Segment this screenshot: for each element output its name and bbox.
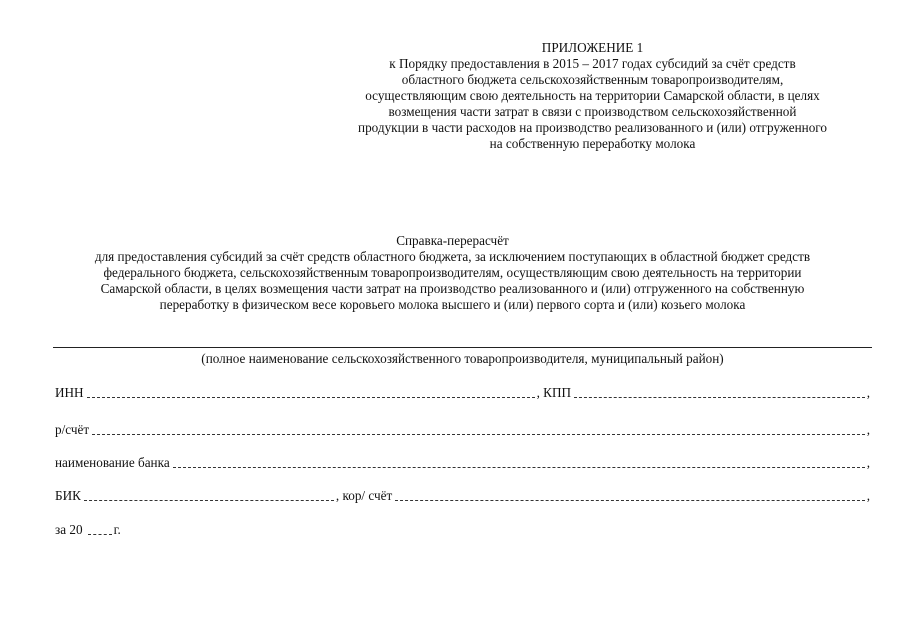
- period-suffix: г.: [113, 522, 121, 537]
- certificate-heading: [20, 233, 885, 313]
- certificate-line: Самарской области, в целях возмещения части затрат на производство реализованного и (или) отгруженного на собственную: [100, 281, 805, 296]
- account-label: р/счёт: [55, 422, 90, 437]
- certificate-line: для предоставления субсидий за счёт средств областного бюджета, за исключением поступающих в областной бюджет средств: [94, 249, 811, 264]
- bik-label: БИК: [55, 488, 81, 503]
- year-field[interactable]: [88, 534, 112, 535]
- corr-account-label: , кор/ счёт: [335, 488, 393, 503]
- period-row: [55, 520, 255, 538]
- inn-field[interactable]: [87, 397, 535, 398]
- account-row: [55, 420, 870, 438]
- certificate-line: переработку в физическом весе коровьего молока высшего и (или) первого сорта и (или) козьего молока: [159, 297, 746, 312]
- row-comma: ,: [866, 455, 870, 470]
- kpp-field[interactable]: [574, 397, 865, 398]
- certificate-line: федерального бюджета, сельскохозяйственным товаропроизводителям, осуществляющим свою деятельность на территории: [103, 265, 802, 280]
- bik-row: [55, 486, 870, 504]
- corr-account-field[interactable]: [395, 500, 864, 501]
- appendix-line: продукции в части расходов на производство реализованного и (или) отгруженного: [358, 120, 827, 135]
- appendix-line: на собственную переработку молока: [489, 136, 696, 151]
- row-comma: ,: [866, 422, 870, 437]
- appendix-line: к Порядку предоставления в 2015 – 2017 годах субсидий за счёт средств: [389, 56, 796, 71]
- bank-row: [55, 453, 870, 471]
- appendix-title: ПРИЛОЖЕНИЕ 1: [541, 40, 644, 55]
- producer-caption: (полное наименование сельскохозяйственного товаропроизводителя, муниципальный район): [201, 351, 724, 366]
- producer-name-line[interactable]: [53, 347, 872, 348]
- row-comma: ,: [866, 385, 870, 400]
- certificate-title: Справка-перерасчёт: [396, 233, 509, 248]
- row-comma: ,: [866, 488, 870, 503]
- account-field[interactable]: [92, 434, 865, 435]
- appendix-line: осуществляющим свою деятельность на территории Самарской области, в целях: [365, 88, 820, 103]
- period-prefix: за 20: [55, 522, 83, 537]
- appendix-line: возмещения части затрат в связи с производством сельскохозяйственной: [388, 104, 797, 119]
- bank-field[interactable]: [173, 467, 865, 468]
- bik-field[interactable]: [84, 500, 334, 501]
- bank-label: наименование банка: [55, 455, 170, 470]
- inn-kpp-row: [55, 383, 870, 401]
- appendix-header: [300, 40, 885, 152]
- appendix-line: областного бюджета сельскохозяйственным товаропроизводителям,: [401, 72, 784, 87]
- inn-label: ИНН: [55, 385, 84, 400]
- kpp-label: , КПП: [536, 385, 572, 400]
